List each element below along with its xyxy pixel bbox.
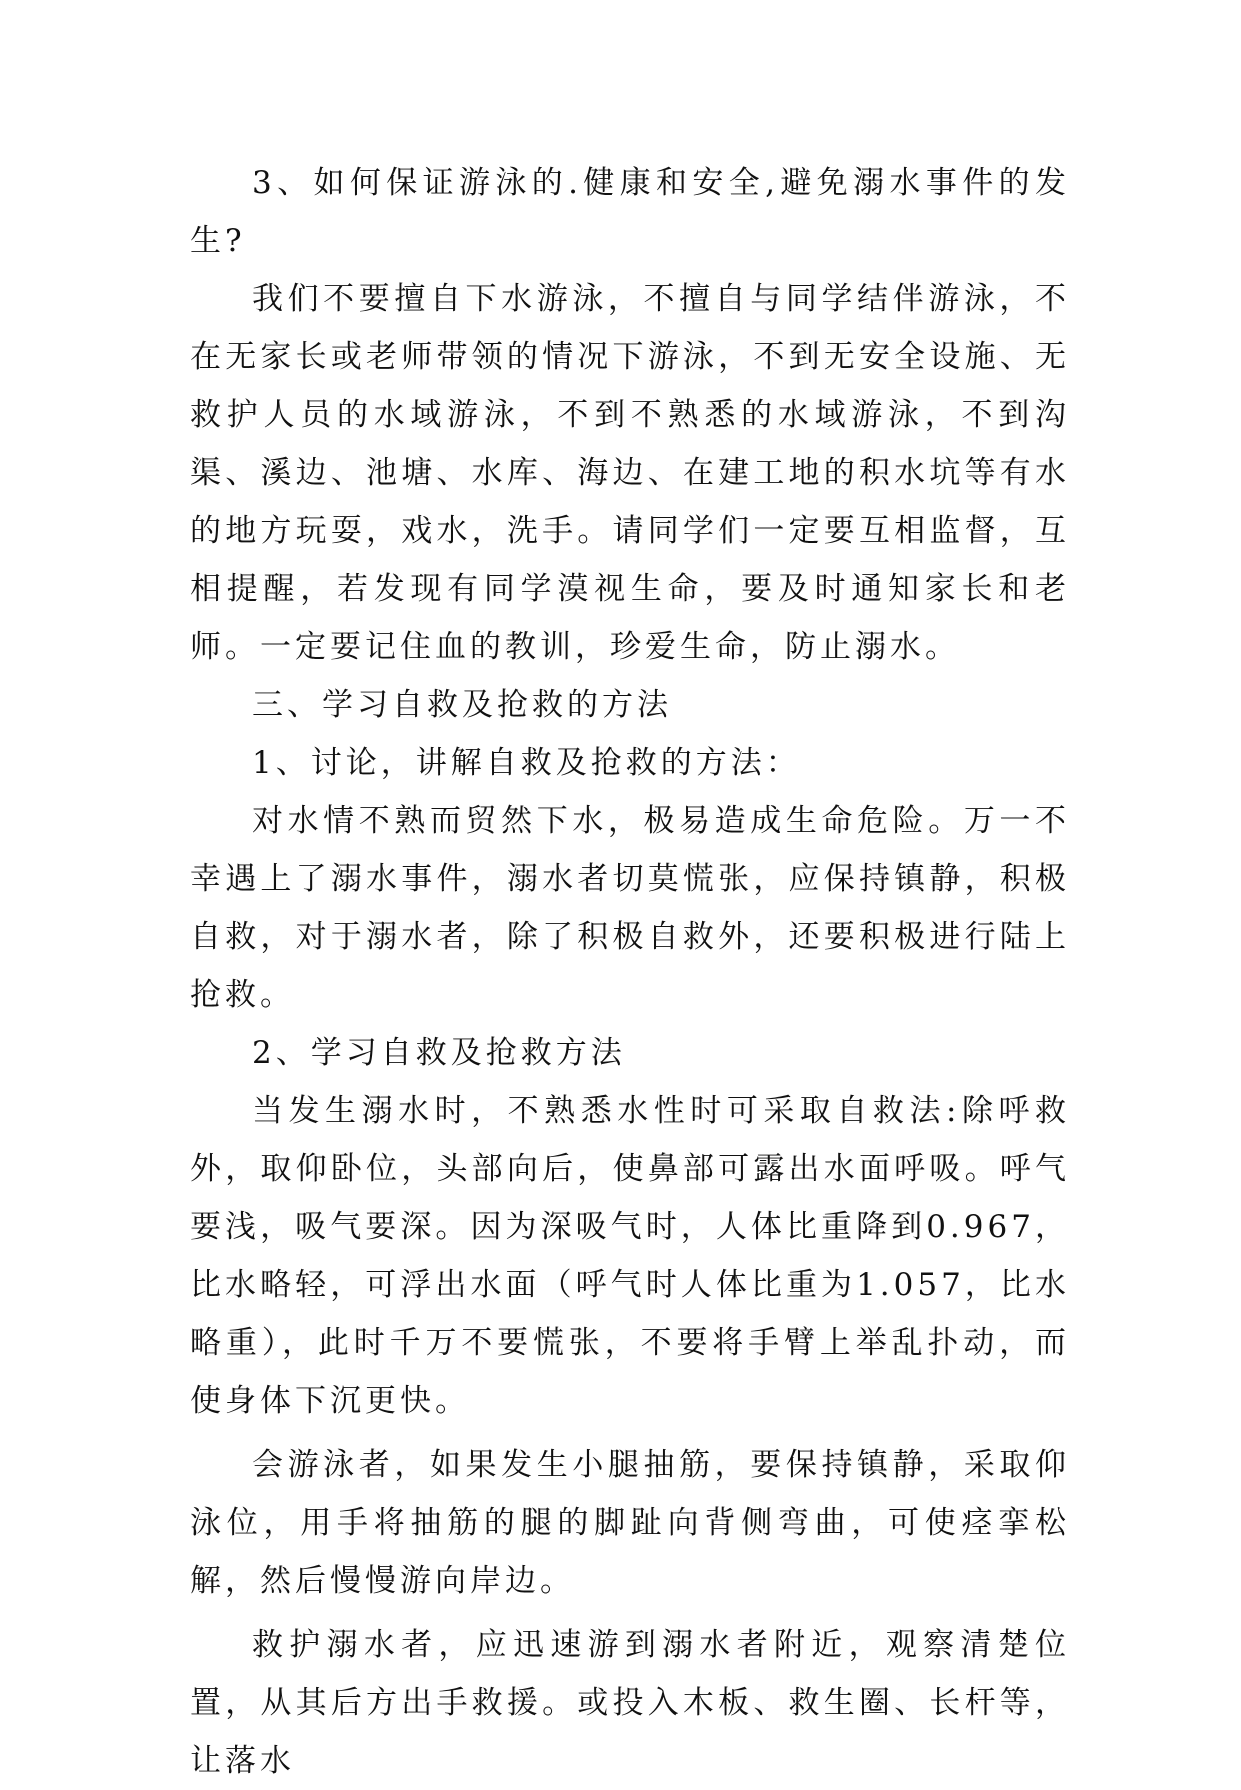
paragraph-rescue-others: 救护溺水者，应迅速游到溺水者附近，观察清楚位置，从其后方出手救援。或投入木板、救生圈、长杆等，让落水 — [190, 1627, 1070, 1779]
document-body — [190, 154, 1070, 1790]
paragraph-self-rescue: 当发生溺水时，不熟悉水性时可采取自救法:除呼救外，取仰卧位，头部向后，使鼻部可露出水面呼吸。呼气要浅，吸气要深。因为深吸气时，人体比重降到0.967，比水略轻，可浮出水面（呼气时人体比重为1.057，比水略重），此时千万不要慌张，不要将手臂上举乱扑动，而使身体下沉更快。 — [190, 1093, 1070, 1419]
heading-question-3: 3、如何保证游泳的.健康和安全,避免溺水事件的发生? — [190, 165, 1070, 259]
subheading-2: 2、学习自救及抢救方法 — [252, 1035, 626, 1071]
subheading-1: 1、讨论，讲解自救及抢救的方法： — [252, 745, 801, 781]
paragraph-cramp: 会游泳者，如果发生小腿抽筋，要保持镇静，采取仰泳位，用手将抽筋的腿的脚趾向背侧弯曲，可使痉挛松解，然后慢慢游向岸边。 — [190, 1447, 1070, 1599]
paragraph-danger: 对水情不熟而贸然下水，极易造成生命危险。万一不幸遇上了溺水事件，溺水者切莫慌张，应保持镇静，积极自救，对于溺水者，除了积极自救外，还要积极进行陆上抢救。 — [190, 803, 1070, 1013]
paragraph-safety-rules: 我们不要擅自下水游泳，不擅自与同学结伴游泳，不在无家长或老师带领的情况下游泳，不到无安全设施、无救护人员的水域游泳，不到不熟悉的水域游泳，不到沟渠、溪边、池塘、水库、海边、在建工地的积水坑等有水的地方玩耍，戏水，洗手。请同学们一定要互相监督，互相提醒，若发现有同学漠视生命，要及时通知家长和老师。一定要记住血的教训，珍爱生命，防止溺水。 — [190, 281, 1070, 665]
section-heading-3: 三、学习自救及抢救的方法 — [252, 687, 672, 723]
